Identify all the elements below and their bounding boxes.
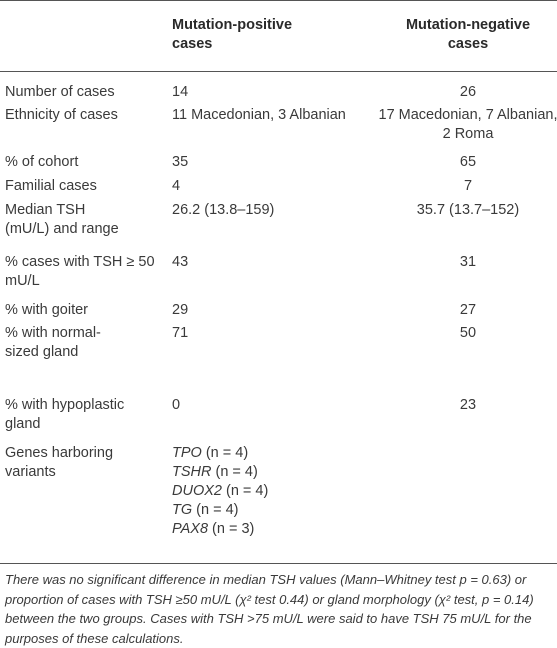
gene-count: (n = 4) — [192, 502, 239, 518]
negative-value: 26 — [459, 84, 477, 100]
header-negative-line2: cases — [447, 36, 489, 52]
row-label: % with goiter — [5, 302, 89, 318]
top-rule — [0, 0, 557, 1]
positive-value: 43 — [172, 254, 189, 270]
gene-name: TG — [172, 502, 193, 518]
row-label: Ethnicity of cases — [5, 107, 118, 123]
negative-value: 23 — [459, 397, 477, 413]
gene-list — [172, 444, 362, 539]
row-label: Number of cases — [5, 84, 115, 100]
positive-value: 0 — [172, 397, 181, 413]
gene-item — [172, 482, 362, 501]
gene-count: (n = 4) — [201, 445, 249, 461]
negative-value: 35.7 (13.7–152) — [416, 202, 520, 218]
row-label: % with hypoplastic gland — [5, 397, 125, 432]
row-label: Familial cases — [5, 178, 97, 194]
header-negative-line1: Mutation-negative — [405, 17, 531, 33]
row-label: Median TSH (mU/L) and range — [5, 202, 119, 237]
row-label: % cases with TSH ≥ 50 mU/L — [5, 254, 155, 289]
header-positive-line2: cases — [172, 36, 213, 52]
header-mutation-positive — [172, 16, 372, 54]
positive-value: 4 — [172, 178, 181, 194]
gene-count: (n = 4) — [221, 483, 269, 499]
negative-value: 31 — [459, 254, 477, 270]
row-label: % of cohort — [5, 154, 79, 170]
header-rule — [0, 71, 557, 72]
gene-item — [172, 501, 362, 520]
gene-count: (n = 3) — [208, 521, 255, 537]
gene-name: DUOX2 — [172, 483, 222, 499]
negative-value: 27 — [459, 302, 477, 318]
positive-value: 29 — [172, 302, 189, 318]
table-footnote: There was no significant difference in median TSH values (Mann–Whitney test p = 0.63) or proportion of cases with TSH ≥50 mU/L (χ² test 0.44) or gland morphology (χ² test, p = 0.14) between the two groups. Cases with TSH >75 mU/L were said to have TSH 75 mU/L for the purposes of these calculations. — [5, 572, 534, 646]
positive-value: 11 Macedonian, 3 Albanian — [172, 107, 346, 123]
negative-value: 7 — [463, 178, 473, 194]
negative-value: 65 — [459, 154, 477, 170]
gene-item — [172, 444, 362, 463]
gene-name: PAX8 — [172, 521, 209, 537]
row-label: % with normal-sized gland — [5, 325, 101, 360]
negative-value: 17 Macedonian, 7 Albanian, 2 Roma — [378, 107, 557, 142]
positive-value: 26.2 (13.8–159) — [172, 202, 275, 218]
header-positive-line1: Mutation-positive — [172, 17, 293, 33]
gene-item — [172, 520, 362, 539]
positive-value: 14 — [172, 84, 189, 100]
gene-name: TSHR — [172, 464, 212, 480]
gene-name: TPO — [172, 445, 202, 461]
bottom-rule — [0, 563, 557, 564]
gene-item — [172, 463, 362, 482]
header-mutation-negative — [388, 16, 548, 54]
positive-value: 71 — [172, 325, 189, 341]
positive-value: 35 — [172, 154, 189, 170]
gene-count: (n = 4) — [211, 464, 258, 480]
row-label: Genes harboring variants — [5, 445, 114, 480]
negative-value: 50 — [459, 325, 477, 341]
